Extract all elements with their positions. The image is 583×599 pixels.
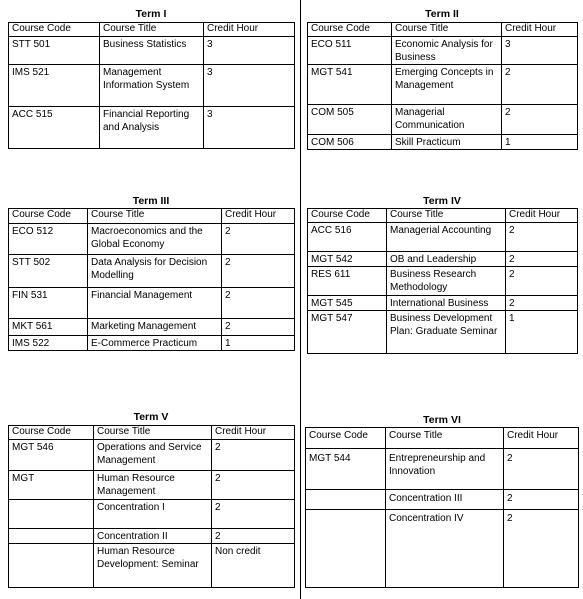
course-code: MGT (9, 471, 94, 500)
term-5-table (8, 425, 295, 588)
course-title: Managerial Communication (392, 105, 502, 135)
header-course-code: Course Code (9, 23, 100, 37)
header-course-code: Course Code (308, 23, 392, 37)
credit-hour: 2 (502, 65, 578, 105)
table-row (9, 37, 295, 65)
course-title: Financial Management (88, 288, 222, 319)
table-row (308, 267, 578, 296)
table-row (9, 500, 295, 529)
table-row (9, 529, 295, 544)
credit-hour: 2 (222, 319, 295, 336)
header-credit-hour: Credit Hour (222, 209, 295, 224)
credit-hour: 2 (212, 529, 295, 544)
table-row (306, 449, 579, 490)
course-code: ACC 515 (9, 107, 100, 149)
course-code: COM 506 (308, 135, 392, 150)
table-row (308, 135, 578, 150)
course-code: STT 502 (9, 255, 88, 288)
course-title: Macroeconomics and the Global Economy (88, 224, 222, 255)
header-course-code: Course Code (306, 428, 386, 449)
table-row (308, 223, 578, 252)
credit-hour: 1 (506, 311, 578, 354)
credit-hour: 2 (212, 440, 295, 471)
course-code: RES 611 (308, 267, 387, 296)
header-course-title: Course Title (392, 23, 502, 37)
course-code (306, 490, 386, 510)
credit-hour: 2 (506, 252, 578, 267)
course-title: Emerging Concepts in Management (392, 65, 502, 105)
table-row (306, 510, 579, 588)
credit-hour: 2 (504, 490, 579, 510)
credit-hour: Non credit (212, 544, 295, 588)
course-code (9, 529, 94, 544)
course-code: MGT 545 (308, 296, 387, 311)
table-row (308, 311, 578, 354)
header-credit-hour: Credit Hour (502, 23, 578, 37)
credit-hour: 3 (204, 37, 295, 65)
course-title: Business Development Plan: Graduate Seminar (387, 311, 506, 354)
header-course-code: Course Code (9, 209, 88, 224)
credit-hour: 2 (506, 223, 578, 252)
course-title: Marketing Management (88, 319, 222, 336)
course-title: Skill Practicum (392, 135, 502, 150)
header-credit-hour: Credit Hour (212, 426, 295, 440)
credit-hour: 2 (502, 105, 578, 135)
course-title: Entrepreneurship and Innovation (386, 449, 504, 490)
credit-hour: 2 (222, 288, 295, 319)
vertical-divider (300, 0, 301, 599)
course-title: Business Research Methodology (387, 267, 506, 296)
term-5-title: Term V (133, 411, 169, 423)
course-title: Management Information System (100, 65, 204, 107)
course-code: MGT 542 (308, 252, 387, 267)
term-6-title: Term VI (423, 414, 461, 426)
course-title: OB and Leadership (387, 252, 506, 267)
course-title: Managerial Accounting (387, 223, 506, 252)
course-title: Concentration I (94, 500, 212, 529)
term-1-table (8, 22, 295, 149)
term-1-title: Term I (135, 8, 167, 20)
term-2-table (307, 22, 578, 150)
course-title: Business Statistics (100, 37, 204, 65)
credit-hour: 2 (222, 255, 295, 288)
table-row (308, 296, 578, 311)
table-row (308, 65, 578, 105)
header-course-title: Course Title (94, 426, 212, 440)
table-row (308, 37, 578, 65)
table-row (9, 544, 295, 588)
course-title: Human Resource Management (94, 471, 212, 500)
course-title: Economic Analysis for Business (392, 37, 502, 65)
term-6-table (305, 427, 579, 588)
course-code: IMS 522 (9, 336, 88, 351)
table-row (9, 255, 295, 288)
course-code (9, 544, 94, 588)
header-course-title: Course Title (100, 23, 204, 37)
header-course-title: Course Title (386, 428, 504, 449)
course-title: Data Analysis for Decision Modelling (88, 255, 222, 288)
table-row (9, 319, 295, 336)
header-credit-hour: Credit Hour (204, 23, 295, 37)
course-code: MGT 544 (306, 449, 386, 490)
header-credit-hour: Credit Hour (504, 428, 579, 449)
credit-hour: 1 (502, 135, 578, 150)
header-course-title: Course Title (387, 209, 506, 223)
table-row (308, 105, 578, 135)
course-code: ECO 512 (9, 224, 88, 255)
course-code: IMS 521 (9, 65, 100, 107)
table-row (308, 252, 578, 267)
table-row (9, 440, 295, 471)
credit-hour: 2 (506, 296, 578, 311)
table-row (9, 107, 295, 149)
credit-hour: 3 (204, 65, 295, 107)
course-title: Human Resource Development: Seminar (94, 544, 212, 588)
table-row (9, 65, 295, 107)
table-row (9, 336, 295, 351)
course-code: COM 505 (308, 105, 392, 135)
header-course-code: Course Code (308, 209, 387, 223)
credit-hour: 2 (506, 267, 578, 296)
term-2-title: Term II (425, 8, 459, 20)
table-row (9, 471, 295, 500)
course-title: Concentration III (386, 490, 504, 510)
credit-hour: 2 (504, 449, 579, 490)
term-4-table (307, 208, 578, 354)
course-code: FIN 531 (9, 288, 88, 319)
credit-hour: 2 (504, 510, 579, 588)
credit-hour: 2 (222, 224, 295, 255)
course-code: ACC 516 (308, 223, 387, 252)
course-code: STT 501 (9, 37, 100, 65)
term-3-table (8, 208, 295, 351)
course-title: Concentration IV (386, 510, 504, 588)
credit-hour: 1 (222, 336, 295, 351)
course-title: Financial Reporting and Analysis (100, 107, 204, 149)
term-4-title: Term IV (423, 195, 461, 207)
course-code (306, 510, 386, 588)
course-title: International Business (387, 296, 506, 311)
course-title: E-Commerce Practicum (88, 336, 222, 351)
table-row (306, 490, 579, 510)
credit-hour: 3 (204, 107, 295, 149)
course-code: MGT 547 (308, 311, 387, 354)
course-code: ECO 511 (308, 37, 392, 65)
course-title: Concentration II (94, 529, 212, 544)
header-credit-hour: Credit Hour (506, 209, 578, 223)
table-row (9, 224, 295, 255)
course-code (9, 500, 94, 529)
credit-hour: 3 (502, 37, 578, 65)
credit-hour: 2 (212, 500, 295, 529)
header-course-title: Course Title (88, 209, 222, 224)
term-3-title: Term III (132, 195, 170, 207)
course-code: MGT 541 (308, 65, 392, 105)
credit-hour: 2 (212, 471, 295, 500)
course-code: MGT 546 (9, 440, 94, 471)
course-code: MKT 561 (9, 319, 88, 336)
table-row (9, 288, 295, 319)
header-course-code: Course Code (9, 426, 94, 440)
course-title: Operations and Service Management (94, 440, 212, 471)
